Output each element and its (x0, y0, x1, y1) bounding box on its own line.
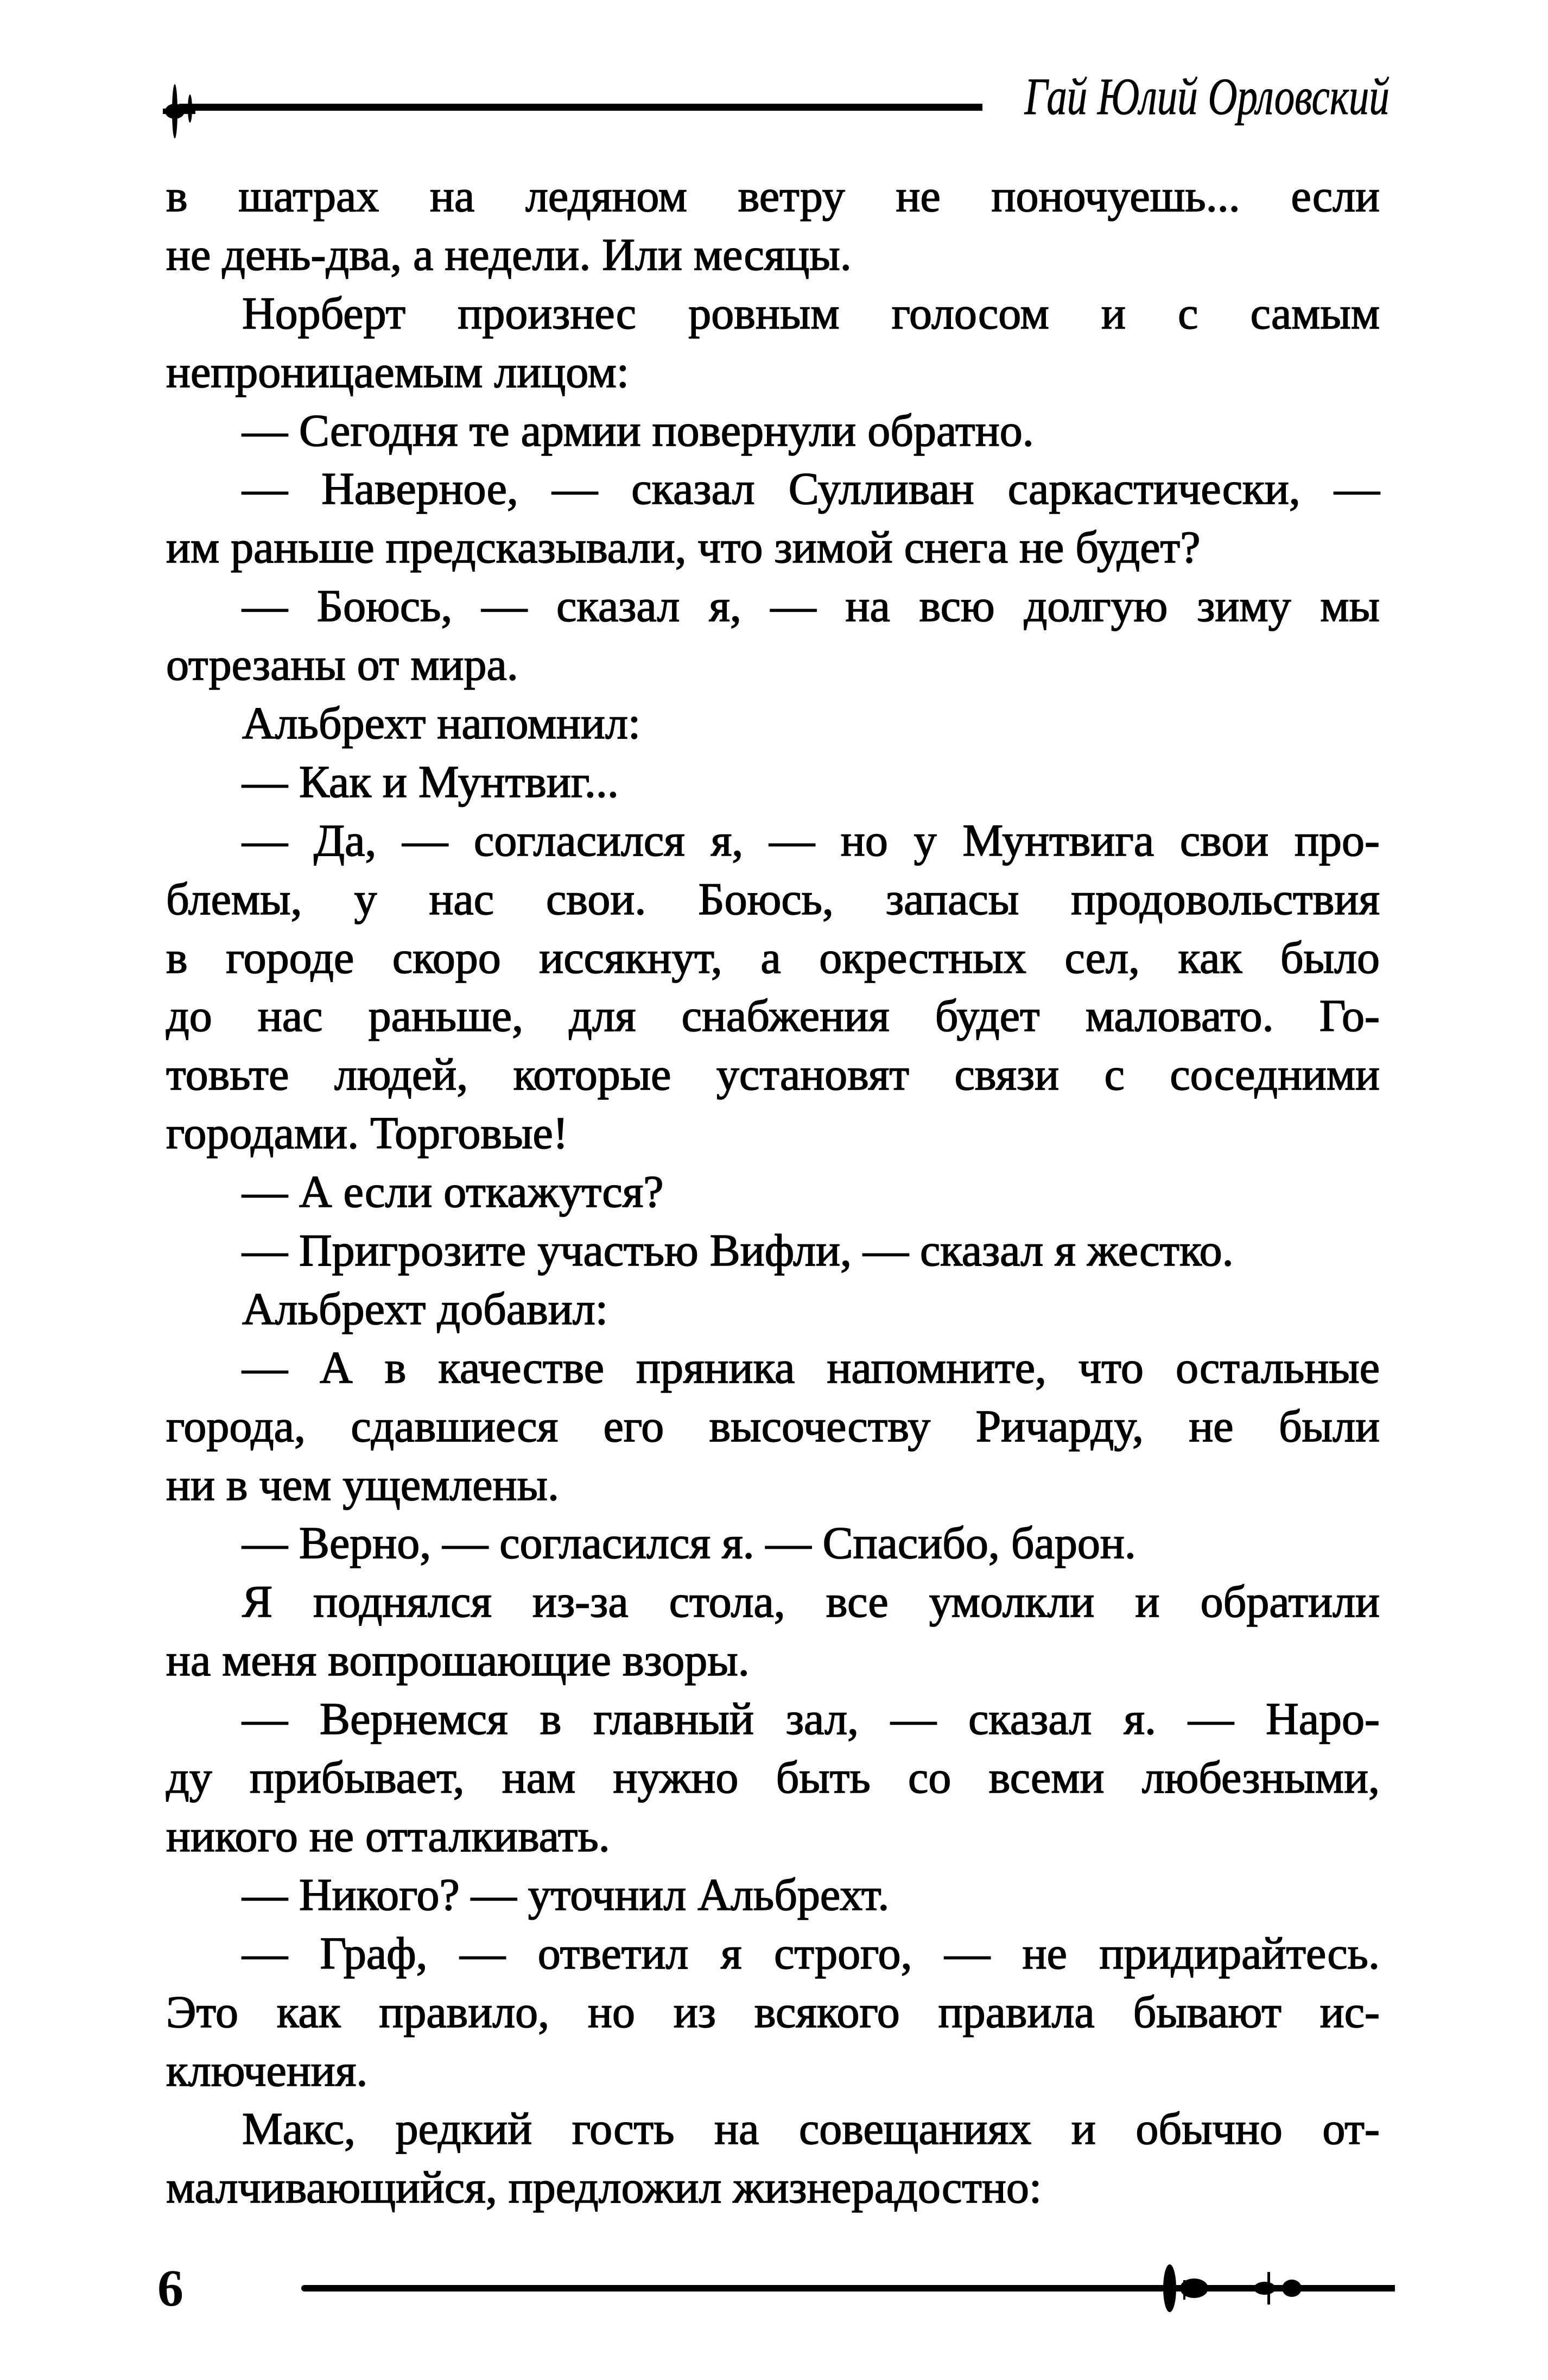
text-line: никого не отталкивать. (166, 1811, 610, 1862)
text-line: — Как и Мунтвиг... (242, 756, 619, 807)
text-line: — А в качестве пряника напомните, что остальные (242, 1342, 1380, 1393)
text-line: — Пригрозите участью Вифли, — сказал я жестко. (242, 1225, 1234, 1276)
text-line: в городе скоро иссякнут, а окрестных сел, как было (166, 932, 1380, 983)
text-line: ду прибывает, нам нужно быть со всеми любезными, (166, 1752, 1380, 1803)
text-line: ключения. (166, 2045, 368, 2096)
text-line: Норберт произнес ровным голосом и с самым (242, 288, 1380, 339)
text-line: в шатрах на ледяном ветру не поночуешь... если (166, 171, 1380, 221)
text-line: товьте людей, которые установят связи с соседними (166, 1049, 1380, 1100)
text-line: — Да, — согласился я, — но у Мунтвига свои про- (242, 815, 1380, 866)
text-line: — А если откажутся? (242, 1167, 664, 1218)
text-line: Альбрехт добавил: (242, 1283, 608, 1334)
footer-ornament-icon (1156, 2264, 1395, 2318)
text-line: на меня вопрошающие взоры. (166, 1635, 750, 1686)
text-line: Я поднялся из-за стола, все умолкли и обратили (242, 1577, 1380, 1628)
page-body-text (166, 167, 1380, 2217)
text-line: — Никого? — уточнил Альбрехт. (242, 1869, 890, 1920)
running-title: Гай Юлий Орловский (1024, 67, 1390, 125)
page-number: 6 (157, 2259, 183, 2317)
text-line: ни в чем ущемлены. (166, 1459, 559, 1510)
text-line: Альбрехт напомнил: (242, 698, 641, 749)
text-line: — Граф, — ответил я строго, — не придирайтесь. (242, 1928, 1380, 1979)
text-line: — Верно, — согласился я. — Спасибо, барон. (242, 1518, 1136, 1569)
header-ornament-icon (163, 81, 195, 141)
text-line: им раньше предсказывали, что зимой снега не будет? (166, 522, 1201, 573)
text-line: отрезаны от мира. (166, 640, 518, 691)
text-line: не день-два, а недели. Или месяцы. (166, 229, 852, 280)
text-line: — Боюсь, — сказал я, — на всю долгую зиму мы (242, 581, 1380, 632)
text-line: Макс, редкий гость на совещаниях и обычно от- (242, 2104, 1380, 2155)
text-line: непроницаемым лицом: (166, 346, 630, 397)
text-line: — Сегодня те армии повернули обратно. (242, 405, 1034, 456)
text-line: блемы, у нас свои. Боюсь, запасы продовольствия (166, 873, 1380, 925)
text-line: городами. Торговые! (166, 1108, 568, 1159)
text-line: до нас раньше, для снабжения будет маловато. Го- (166, 991, 1380, 1042)
text-line: — Вернемся в главный зал, — сказал я. — Наро- (242, 1694, 1380, 1745)
text-line: города, сдавшиеся его высочеству Ричарду, не были (166, 1401, 1380, 1452)
header-rule (179, 104, 982, 111)
text-line: Это как правило, но из всякого правила бывают ис- (166, 1986, 1380, 2037)
text-line: малчивающийся, предложил жизнерадостно: (166, 2162, 1042, 2213)
text-line: — Наверное, — сказал Сулливан саркастически, — (242, 464, 1380, 515)
